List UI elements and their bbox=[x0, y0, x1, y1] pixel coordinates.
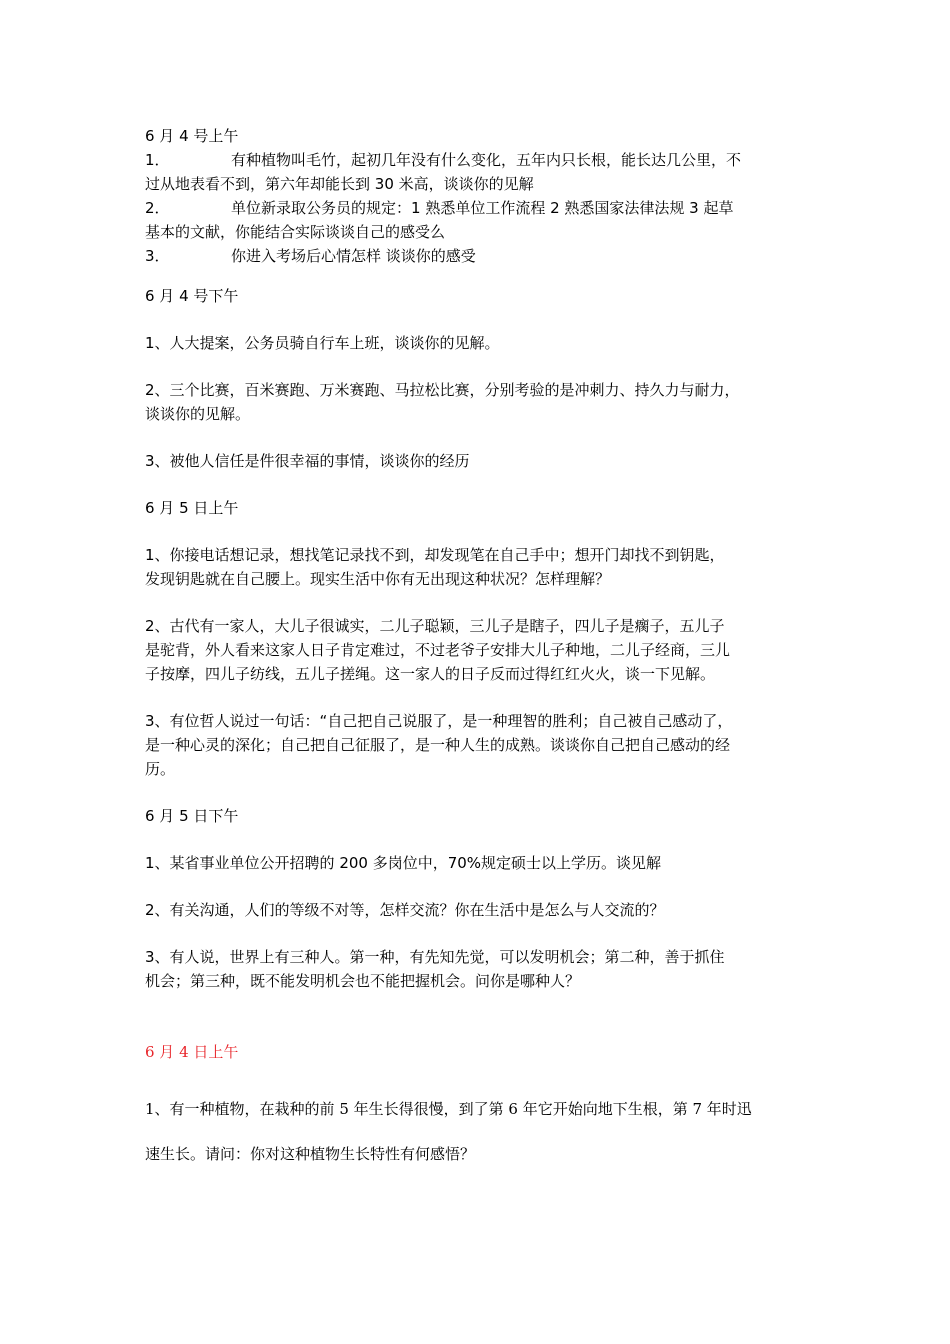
question-paragraph bbox=[145, 378, 810, 426]
paragraph-line: 2、古代有一家人，大儿子很诚实，二儿子聪颖，三儿子是瞎子，四儿子是瘸子，五儿子 bbox=[145, 617, 725, 635]
paragraph-line: 机会；第三种，既不能发明机会也不能把握机会。问你是哪种人？ bbox=[145, 972, 581, 990]
paragraph-line: 2、三个比赛，百米赛跑、万米赛跑、马拉松比赛，分别考验的是冲刺力、持久力与耐力， bbox=[145, 381, 740, 399]
paragraph-line: 子按摩，四儿子纺线，五儿子搓绳。这一家人的日子反而过得红红火火，谈一下见解。 bbox=[145, 665, 716, 683]
numbered-item bbox=[145, 148, 810, 196]
numbered-item bbox=[145, 196, 810, 244]
serif-section bbox=[145, 1040, 810, 1166]
item-text: 你进入考场后心情怎样 谈谈你的感受 bbox=[231, 247, 476, 265]
paragraph-line: 3、被他人信任是件很幸福的事情，谈谈你的经历 bbox=[145, 452, 470, 470]
question-paragraph bbox=[145, 851, 810, 875]
paragraph-line: 谈谈你的见解。 bbox=[145, 405, 251, 423]
paragraph-line: 1、你接电话想记录，想找笔记录找不到，却发现笔在自己手中；想开门却找不到钥匙， bbox=[145, 546, 725, 564]
paragraph-line: 3、有位哲人说过一句话：“自己把自己说服了，是一种理智的胜利；自己被自己感动了， bbox=[145, 712, 733, 730]
paragraph-line: 1、某省事业单位公开招聘的 200 多岗位中，70%规定硕士以上学历。谈见解 bbox=[145, 854, 662, 872]
section-heading: 6 月 4 号下午 bbox=[145, 287, 239, 305]
section-heading: 6 月 5 日上午 bbox=[145, 499, 239, 517]
paragraph-line: 速生长。请问：你对这种植物生长特性有何感悟？ bbox=[145, 1145, 476, 1163]
question-paragraph bbox=[145, 331, 810, 355]
paragraph-line: 2、有关沟通，人们的等级不对等，怎样交流？你在生活中是怎么与人交流的？ bbox=[145, 901, 665, 919]
paragraph-line: 3、有人说，世界上有三种人。第一种，有先知先觉，可以发明机会；第二种，善于抓住 bbox=[145, 948, 725, 966]
question-paragraph bbox=[145, 898, 810, 922]
question-paragraph bbox=[145, 543, 810, 591]
paragraph-line: 是一种心灵的深化；自己把自己征服了，是一种人生的成熟。谈谈你自己把自己感动的经 bbox=[145, 736, 731, 754]
question-paragraph bbox=[145, 945, 810, 993]
red-section-heading: 6 月 4 日上午 bbox=[145, 1043, 239, 1061]
paragraph-line: 1、人大提案，公务员骑自行车上班，谈谈你的见解。 bbox=[145, 334, 500, 352]
numbered-item bbox=[145, 244, 810, 268]
item-number: 3． bbox=[145, 247, 170, 265]
item-text: 有种植物叫毛竹，起初几年没有什么变化，五年内只长根，能长达几公里，不 bbox=[231, 151, 742, 169]
question-paragraph bbox=[145, 709, 810, 781]
item-text: 单位新录取公务员的规定：1 熟悉单位工作流程 2 熟悉国家法律法规 3 起草 bbox=[231, 199, 734, 217]
item-number: 1． bbox=[145, 151, 170, 169]
item-text-continued: 过从地表看不到，第六年却能长到 30 米高，谈谈你的见解 bbox=[145, 175, 534, 193]
paragraph-line: 1、有一种植物，在栽种的前 5 年生长得很慢，到了第 6 年它开始向地下生根，第 7 年时迅 bbox=[145, 1100, 752, 1118]
document-body bbox=[145, 124, 810, 993]
paragraph-line: 发现钥匙就在自己腰上。现实生活中你有无出现这种状况？怎样理解？ bbox=[145, 570, 611, 588]
question-paragraph bbox=[145, 614, 810, 686]
paragraph-line: 历。 bbox=[145, 760, 176, 778]
paragraph-line: 是驼背，外人看来这家人日子肯定难过，不过老爷子安排大儿子种地，二儿子经商，三儿 bbox=[145, 641, 731, 659]
section-heading: 6 月 5 日下午 bbox=[145, 807, 239, 825]
section-heading: 6 月 4 号上午 bbox=[145, 127, 239, 145]
item-number: 2． bbox=[145, 199, 170, 217]
item-text-continued: 基本的文献，你能结合实际谈谈自己的感受么 bbox=[145, 223, 446, 241]
question-paragraph bbox=[145, 449, 810, 473]
